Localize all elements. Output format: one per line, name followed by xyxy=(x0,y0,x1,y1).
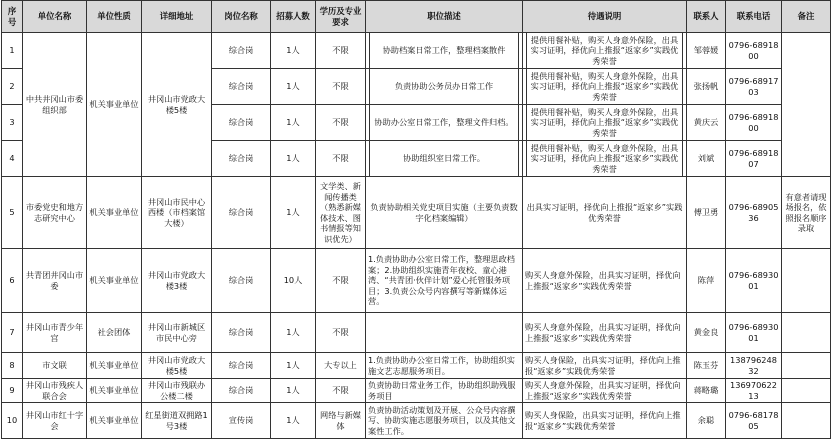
table-row xyxy=(2,379,831,403)
cell-count: 1人 xyxy=(271,69,316,105)
header-nature: 单位性质 xyxy=(87,1,142,33)
cell-address: 井冈山市党政大楼5楼 xyxy=(142,33,212,177)
cell-treat xyxy=(523,69,687,105)
cell-note-empty xyxy=(782,379,831,403)
desc-text: 协助组织室日常工作。 xyxy=(403,153,485,164)
cell-treat xyxy=(523,141,687,177)
cell-address: 红星街道双拥路1号3楼 xyxy=(142,403,212,439)
cell-nature: 社会团体 xyxy=(87,313,142,353)
cell-nature: 机关事业单位 xyxy=(87,249,142,313)
cell-contact: 余聪 xyxy=(687,403,726,439)
cell-desc: 负责协助相关党史项目实施（主要负责数字化档案编辑） xyxy=(366,177,523,249)
cell-phone: 13879624832 xyxy=(726,353,782,379)
cell-desc: 1.负责协助办公室日常工作，整理思政档案；2.协助组织实施青年夜校、童心港湾、“共青团·伙伴计划”爱心托管服务项目；3.负责公众号内容撰写等新媒体运营。 xyxy=(366,249,523,313)
cell-phone: 0796-6891800 xyxy=(726,105,782,141)
cell-note-empty xyxy=(782,33,831,177)
cell-unit: 市文联 xyxy=(23,353,87,379)
cell-edu: 不限 xyxy=(316,33,366,69)
cell-seq: 6 xyxy=(2,249,23,313)
header-edu: 学历及专业要求 xyxy=(316,1,366,33)
cell-edu: 不限 xyxy=(316,105,366,141)
cell-phone: 0796-6890536 xyxy=(726,177,782,249)
cell-phone: 0796-6893001 xyxy=(726,313,782,353)
cell-note-empty xyxy=(782,313,831,353)
cell-seq: 8 xyxy=(2,353,23,379)
header-row xyxy=(2,1,831,33)
cell-address: 井冈山市党政大楼3楼 xyxy=(142,249,212,313)
cell-treat: 购买人身保险，出具实习证明，择优向上推报“返家乡”实践优秀荣誉 xyxy=(523,403,687,439)
cell-address: 井冈山市民中心西楼（市档案馆大楼） xyxy=(142,177,212,249)
header-treat: 待遇说明 xyxy=(523,1,687,33)
table-row xyxy=(2,177,831,249)
cell-desc xyxy=(366,313,523,353)
cell-treat: 购买人身意外保险，出具实习证明，择优向上推报“返家乡”实践优秀荣誉 xyxy=(523,249,687,313)
cell-phone: 13697062213 xyxy=(726,379,782,403)
cell-seq: 2 xyxy=(2,69,23,105)
cell-edu: 大专以上 xyxy=(316,353,366,379)
cell-phone: 0796-6817805 xyxy=(726,403,782,439)
header-seq: 序号 xyxy=(2,1,23,33)
cell-contact: 黄庆云 xyxy=(687,105,726,141)
table-row xyxy=(2,249,831,313)
cell-address: 井冈山市残联办公楼二楼 xyxy=(142,379,212,403)
cell-edu: 不限 xyxy=(316,69,366,105)
cell-post: 综合岗 xyxy=(212,69,271,105)
cell-unit: 井冈山市红十字会 xyxy=(23,403,87,439)
header-address: 详细地址 xyxy=(142,1,212,33)
cell-desc xyxy=(366,105,523,141)
table-row xyxy=(2,403,831,439)
cell-edu: 不限 xyxy=(316,313,366,353)
cell-edu: 不限 xyxy=(316,141,366,177)
desc-text: 负责协助公务员办日常工作 xyxy=(394,81,494,92)
table-row xyxy=(2,313,831,353)
cell-desc: 负责协助活动策划及开展、公众号内容撰写、协助实施志愿服务项目，以及其他文案性工作。 xyxy=(366,403,523,439)
desc-text: 协助办公室日常工作，整理文件归档。 xyxy=(374,117,514,128)
cell-unit: 共青团井冈山市委 xyxy=(23,249,87,313)
cell-nature: 机关事业单位 xyxy=(87,33,142,177)
cell-note-empty xyxy=(782,353,831,379)
cell-nature: 机关事业单位 xyxy=(87,177,142,249)
header-desc: 职位描述 xyxy=(366,1,523,33)
cell-edu: 不限 xyxy=(316,249,366,313)
cell-post: 综合岗 xyxy=(212,249,271,313)
header-phone: 联系电话 xyxy=(726,1,782,33)
cell-post: 综合岗 xyxy=(212,105,271,141)
cell-treat: 购买人身保险，出具实习证明，择优向上推报“返家乡”实践优秀荣誉 xyxy=(523,353,687,379)
cell-unit: 中共井冈山市委组织部 xyxy=(23,33,87,177)
cell-address: 井冈山市党政大楼5楼 xyxy=(142,353,212,379)
header-count: 招募人数 xyxy=(271,1,316,33)
cell-nature: 机关事业单位 xyxy=(87,403,142,439)
cell-count: 10人 xyxy=(271,249,316,313)
header-note: 备注 xyxy=(782,1,831,33)
cell-seq: 5 xyxy=(2,177,23,249)
cell-treat: 出具实习证明，择优向上推报“返家乡”实践优秀荣誉 xyxy=(523,177,687,249)
cell-unit: 井冈山市青少年宫 xyxy=(23,313,87,353)
cell-count: 1人 xyxy=(271,403,316,439)
table-row xyxy=(2,33,831,69)
cell-count: 1人 xyxy=(271,379,316,403)
header-post: 岗位名称 xyxy=(212,1,271,33)
cell-nature: 机关事业单位 xyxy=(87,353,142,379)
cell-post: 宣传岗 xyxy=(212,403,271,439)
cell-phone: 0796-6891807 xyxy=(726,141,782,177)
cell-treat xyxy=(523,33,687,69)
cell-phone: 0796-6893001 xyxy=(726,249,782,313)
treat-text: 提供用餐补贴，购买人身意外保险，出具实习证明，择优向上推报“返家乡”实践优秀荣誉 xyxy=(530,70,679,102)
cell-treat: 购买人身意外保险，出具实习证明，择优向上推报“返家乡”实践优秀荣誉 xyxy=(523,313,687,353)
cell-seq: 4 xyxy=(2,141,23,177)
cell-contact: 傅卫勇 xyxy=(687,177,726,249)
table-row xyxy=(2,353,831,379)
cell-count: 1人 xyxy=(271,313,316,353)
cell-count: 1人 xyxy=(271,141,316,177)
cell-contact: 蒋略璐 xyxy=(687,379,726,403)
cell-unit: 市委党史和地方志研究中心 xyxy=(23,177,87,249)
cell-contact: 邹蓉媛 xyxy=(687,33,726,69)
cell-desc: 负责协助日常业务工作，协助组织助残服务项目 xyxy=(366,379,523,403)
cell-phone: 0796-6891800 xyxy=(726,33,782,69)
cell-contact: 陈玉芬 xyxy=(687,353,726,379)
treat-text: 提供用餐补贴，购买人身意外保险，出具实习证明，择优向上推报“返家乡”实践优秀荣誉 xyxy=(530,142,679,174)
treat-text: 提供用餐补贴，购买人身意外保险，出具实习证明，择优向上推报“返家乡”实践优秀荣誉 xyxy=(530,106,679,138)
job-listing-table xyxy=(1,0,831,439)
cell-post: 综合岗 xyxy=(212,313,271,353)
cell-unit: 井冈山市残疾人联合会 xyxy=(23,379,87,403)
cell-nature: 机关事业单位 xyxy=(87,379,142,403)
cell-contact: 黄金良 xyxy=(687,313,726,353)
cell-seq: 1 xyxy=(2,33,23,69)
cell-seq: 10 xyxy=(2,403,23,439)
cell-desc xyxy=(366,141,523,177)
cell-edu: 网络与新媒体 xyxy=(316,403,366,439)
cell-desc: 1.负责协助办公室日常工作，协助组织实施文艺志愿服务项目。 xyxy=(366,353,523,379)
cell-post: 综合岗 xyxy=(212,33,271,69)
cell-count: 1人 xyxy=(271,33,316,69)
cell-desc xyxy=(366,33,523,69)
cell-post: 综合岗 xyxy=(212,379,271,403)
cell-desc xyxy=(366,69,523,105)
cell-seq: 7 xyxy=(2,313,23,353)
cell-seq: 3 xyxy=(2,105,23,141)
cell-count: 1人 xyxy=(271,353,316,379)
cell-contact: 刘斌 xyxy=(687,141,726,177)
cell-edu: 不限 xyxy=(316,379,366,403)
cell-post: 综合岗 xyxy=(212,141,271,177)
treat-text: 提供用餐补贴，购买人身意外保险，出具实习证明，择优向上推报“返家乡”实践优秀荣誉 xyxy=(530,34,679,66)
cell-note-empty xyxy=(782,403,831,439)
cell-treat: 购买人身意外保险，出具实习证明，择优向上推报“返家乡”实践优秀荣誉 xyxy=(523,379,687,403)
cell-address: 井冈山市新城区市民中心旁 xyxy=(142,313,212,353)
header-unit: 单位名称 xyxy=(23,1,87,33)
cell-contact: 陈萍 xyxy=(687,249,726,313)
cell-contact: 张扬帆 xyxy=(687,69,726,105)
cell-seq: 9 xyxy=(2,379,23,403)
cell-post: 综合岗 xyxy=(212,177,271,249)
cell-count: 1人 xyxy=(271,105,316,141)
cell-phone: 0796-6891703 xyxy=(726,69,782,105)
desc-text: 协助档案日常工作，整理档案散件 xyxy=(382,45,506,56)
cell-treat xyxy=(523,105,687,141)
cell-count: 1人 xyxy=(271,177,316,249)
cell-note-empty xyxy=(782,249,831,313)
cell-note: 有意者请现场报名，依照报名顺序录取 xyxy=(782,177,831,249)
cell-post: 综合岗 xyxy=(212,353,271,379)
cell-edu: 文学类、新闻传播类（熟悉新媒体技术、图书情报等知识优先） xyxy=(316,177,366,249)
header-contact: 联系人 xyxy=(687,1,726,33)
